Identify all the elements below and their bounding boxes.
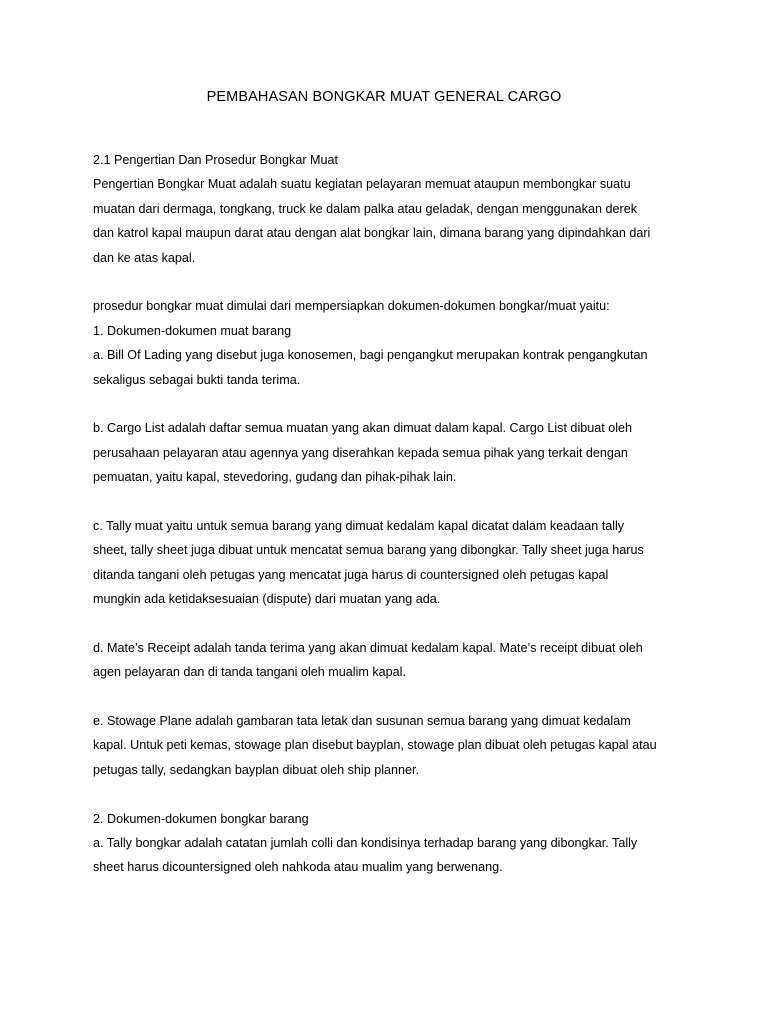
- document-title: PEMBAHASAN BONGKAR MUAT GENERAL CARGO: [206, 89, 562, 105]
- paragraph-line: muatan dari dermaga, tongkang, truck ke dalam palka atau geladak, dengan menggunakan derek: [93, 201, 637, 216]
- paragraph-line: c. Tally muat yaitu untuk semua barang yang dimuat kedalam kapal dicatat dalam keadaan tally: [93, 518, 625, 533]
- paragraph-line: dan katrol kapal maupun darat atau dengan alat bongkar lain, dimana barang yang dipindahkan dari: [93, 226, 651, 241]
- paragraph-line: d. Mate’s Receipt adalah tanda terima yang akan dimuat kedalam kapal. Mate’s receipt dibuat oleh: [93, 640, 643, 655]
- section-heading: 2.1 Pengertian Dan Prosedur Bongkar Muat: [93, 153, 339, 167]
- paragraph-line: e. Stowage Plane adalah gambaran tata letak dan susunan semua barang yang dimuat kedalam: [93, 713, 631, 728]
- list-item-c: [93, 514, 693, 612]
- paragraph-line: perusahaan pelayaran atau agennya yang diserahkan kepada semua pihak yang terkait dengan: [93, 445, 628, 460]
- paragraph-line: Pengertian Bongkar Muat adalah suatu kegiatan pelayaran memuat ataupun membongkar suatu: [93, 177, 631, 192]
- paragraph-spacer: [93, 782, 693, 806]
- paragraph-line: sheet, tally sheet juga dibuat untuk mencatat semua barang yang dibongkar. Tally sheet juga harus: [93, 543, 644, 558]
- paragraph-line: ditanda tangani oleh petugas yang mencatat juga harus di countersigned oleh petugas kapal: [93, 567, 609, 582]
- list-item-e: [93, 709, 693, 782]
- list1-heading: 1. Dokumen-dokumen muat barang: [93, 323, 292, 338]
- paragraph-line: agen pelayaran dan di tanda tangani oleh mualim kapal.: [93, 665, 406, 680]
- paragraph-spacer: [93, 270, 693, 294]
- list-item-b: [93, 416, 693, 489]
- paragraph-line: sekaligus sebagai bukti tanda terima.: [93, 372, 301, 387]
- paragraph-line: sheet harus dicountersigned oleh nahkoda atau mualim yang berwenang.: [93, 860, 503, 875]
- paragraph-line: a. Bill Of Lading yang disebut juga konosemen, bagi pengangkut merupakan kontrak pengangkutan: [93, 348, 648, 363]
- paragraph-line: mungkin ada ketidaksesuaian (dispute) dari muatan yang ada.: [93, 592, 441, 607]
- paragraph-line: petugas tally, sedangkan bayplan dibuat oleh ship planner.: [93, 762, 420, 777]
- procedure-intro: prosedur bongkar muat dimulai dari mempersiapkan dokumen-dokumen bongkar/muat yaitu:: [93, 299, 610, 314]
- paragraph-line: dan ke atas kapal.: [93, 250, 196, 265]
- paragraph-line: b. Cargo List adalah daftar semua muatan yang akan dimuat dalam kapal. Cargo List dibuat oleh: [93, 421, 633, 436]
- paragraph-spacer: [93, 685, 693, 709]
- paragraph-line: pemuatan, yaitu kapal, stevedoring, gudang dan pihak-pihak lain.: [93, 470, 457, 485]
- list-item-a: [93, 343, 693, 392]
- paragraph-spacer: [93, 611, 693, 635]
- intro-paragraph: [93, 172, 693, 270]
- paragraph-spacer: [93, 392, 693, 416]
- list-item-d: [93, 636, 693, 685]
- list2-heading: 2. Dokumen-dokumen bongkar barang: [93, 811, 309, 826]
- document-body: [93, 148, 693, 880]
- paragraph-spacer: [93, 489, 693, 513]
- paragraph-line: kapal. Untuk peti kemas, stowage plan disebut bayplan, stowage plan dibuat oleh petugas kapal atau: [93, 738, 657, 753]
- paragraph-line: a. Tally bongkar adalah catatan jumlah colli dan kondisinya terhadap barang yang dibongkar. Tally: [93, 835, 638, 850]
- list2-item-a: [93, 831, 693, 880]
